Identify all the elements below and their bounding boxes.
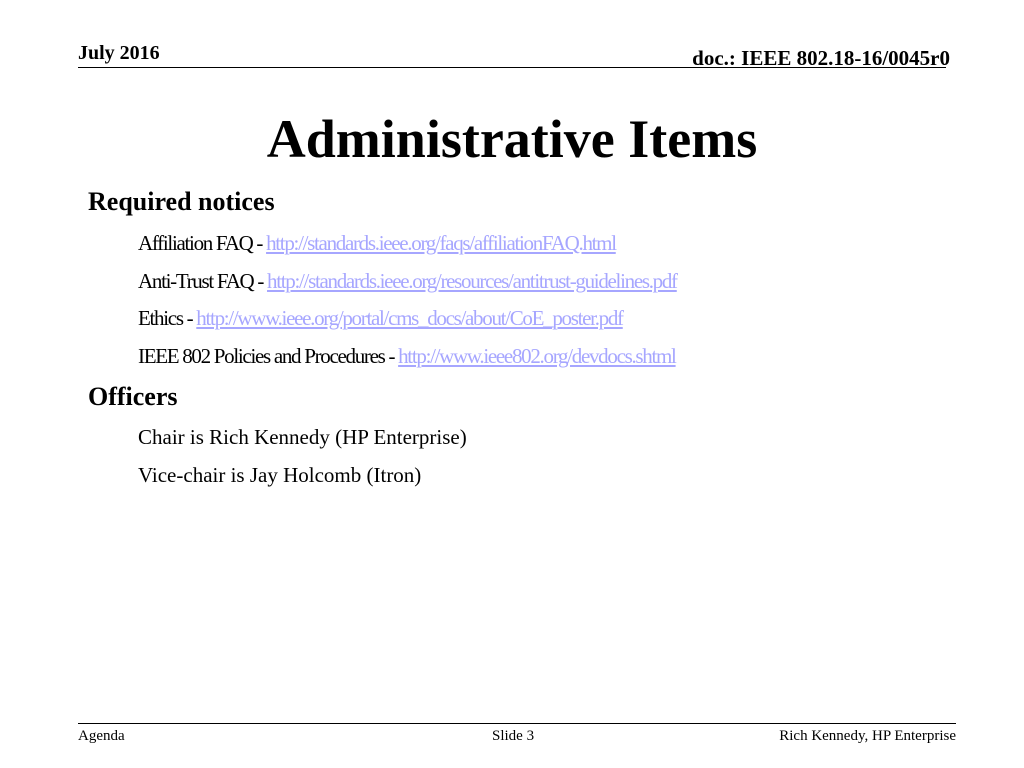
- section-heading-required-notices: Required notices: [88, 187, 275, 216]
- ethics-link[interactable]: http://www.ieee.org/portal/cms_docs/about/CoE_poster.pdf: [196, 306, 623, 330]
- list-item-anti-trust-faq: [138, 267, 677, 295]
- header-doc-id: doc.: IEEE 802.18-16/0045r0: [692, 46, 950, 70]
- list-item-ethics: [138, 304, 623, 332]
- footer-left: Agenda: [78, 728, 125, 744]
- footer-author: Rich Kennedy, HP Enterprise: [779, 728, 956, 744]
- item-label: Affiliation FAQ -: [138, 231, 267, 255]
- header-divider: [78, 67, 946, 68]
- list-item-affiliation-faq: [138, 229, 616, 257]
- list-item-chair: Chair is Rich Kennedy (HP Enterprise): [138, 425, 467, 449]
- list-item-vice-chair: Vice-chair is Jay Holcomb (Itron): [138, 463, 422, 487]
- list-item-ieee-802-policies: [138, 342, 676, 370]
- section-heading-officers: Officers: [88, 382, 178, 411]
- anti-trust-faq-link[interactable]: http://standards.ieee.org/resources/antitrust-guidelines.pdf: [267, 269, 677, 293]
- slide-title: Administrative Items: [266, 109, 758, 169]
- affiliation-faq-link[interactable]: http://standards.ieee.org/faqs/affiliationFAQ.html: [266, 231, 616, 255]
- header-date: July 2016: [78, 42, 160, 64]
- footer-slide-number: Slide 3: [492, 728, 535, 744]
- item-label: Anti-Trust FAQ -: [138, 269, 268, 293]
- footer-divider: [78, 723, 956, 724]
- item-label: Ethics -: [138, 306, 197, 330]
- ieee-802-policies-link[interactable]: http://www.ieee802.org/devdocs.shtml: [398, 344, 676, 368]
- item-label: IEEE 802 Policies and Procedures -: [138, 344, 399, 368]
